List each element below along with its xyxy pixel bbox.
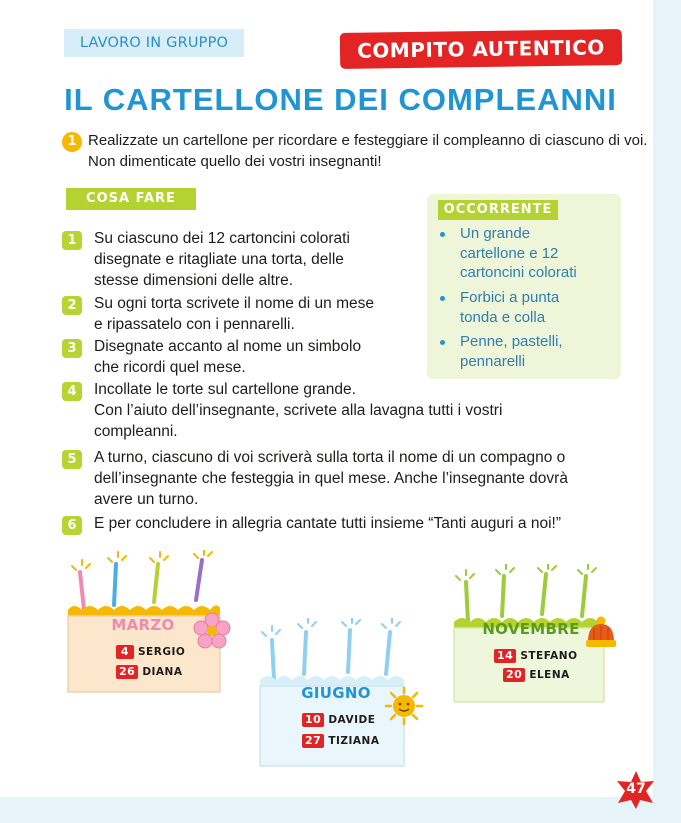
occorrente-item-line: Forbici a punta [460, 289, 560, 306]
day-badge: 10 [302, 713, 324, 727]
bullet-icon [440, 340, 448, 348]
step-text [94, 447, 654, 510]
sun-icon [384, 686, 424, 726]
cake-month-label: NOVEMBRE [482, 620, 580, 638]
step-line: compleanni. [94, 423, 178, 440]
intro-number-badge: 1 [62, 132, 82, 152]
day-badge: 26 [116, 665, 138, 679]
birthday-entry [494, 649, 578, 663]
page-title: IL CARTELLONE DEI COMPLEANNI [64, 82, 617, 117]
step-line: E per concludere in allegria cantate tutti insieme “Tanti auguri a noi!” [94, 515, 561, 532]
intro-text: Realizzate un cartellone per ricordare e festeggiare il compleanno di ciascuno di voi. Non dimenticate quello dei vostri insegnanti! [88, 132, 648, 170]
step-line: Incollate le torte sul cartellone grande. [94, 381, 356, 398]
child-name: DIANA [142, 666, 183, 678]
step-line: dell’insegnante che festeggia in quel mese. Anche l’insegnante dovrà [94, 470, 568, 487]
occorrente-heading: OCCORRENTE [438, 200, 558, 220]
step-line: Su ciascuno dei 12 cartoncini colorati [94, 230, 350, 247]
step-line: e ripassatelo con i pennarelli. [94, 316, 295, 333]
occorrente-item-line: Un grande [460, 225, 531, 242]
occorrente-item [460, 224, 610, 283]
cosa-fare-heading: COSA FARE [66, 188, 196, 210]
day-badge: 27 [302, 734, 324, 748]
birthday-entry [116, 665, 182, 679]
child-name: ELENA [529, 669, 570, 681]
day-badge: 20 [503, 668, 525, 682]
occorrente-item-line: Penne, pastelli, [460, 333, 563, 350]
bullet-icon [440, 232, 448, 240]
cake-month-label: GIUGNO [301, 684, 371, 702]
occorrente-item-line: cartellone e 12 [460, 244, 559, 262]
step-number-badge: 4 [62, 382, 82, 401]
step-text [94, 379, 634, 442]
wool-hat-icon [584, 616, 618, 650]
cake-month-label: MARZO [111, 616, 175, 634]
step-number-badge: 5 [62, 450, 82, 469]
step-line: che ricordi quel mese. [94, 359, 246, 376]
occorrente-item [460, 332, 610, 371]
step-number-badge: 6 [62, 516, 82, 535]
flower-icon [193, 612, 231, 650]
child-name: STEFANO [520, 650, 578, 662]
step-line: Su ogni torta scrivete il nome di un mese [94, 295, 374, 312]
occorrente-item-line: cartoncini colorati [460, 264, 577, 281]
birthday-entry [302, 734, 379, 748]
step-text [94, 513, 654, 534]
step-number-badge: 2 [62, 296, 82, 315]
child-name: TIZIANA [328, 735, 380, 747]
compito-autentico-tag: COMPITO AUTENTICO [340, 29, 622, 69]
page-edge-tint [653, 0, 681, 823]
step-number-badge: 1 [62, 231, 82, 250]
step-text [94, 293, 424, 335]
occorrente-item-line: tonda e colla [460, 308, 546, 326]
bullet-icon [440, 296, 448, 304]
day-badge: 14 [494, 649, 516, 663]
lavoro-in-gruppo-tag: LAVORO IN GRUPPO [64, 29, 244, 57]
occorrente-item [460, 288, 610, 327]
page-bottom-tint [0, 797, 681, 823]
child-name: SERGIO [138, 646, 186, 658]
step-line: disegnate e ritagliate una torta, delle [94, 251, 344, 268]
occorrente-item-line: pennarelli [460, 352, 526, 370]
birthday-entry [302, 713, 375, 727]
day-badge: 4 [116, 645, 134, 659]
step-line: Con l’aiuto dell’insegnante, scrivete alla lavagna tutti i vostri [94, 402, 503, 419]
step-line: A turno, ciascuno di voi scriverà sulla torta il nome di un compagno o [94, 449, 566, 466]
birthday-entry [503, 668, 570, 682]
step-line: Disegnate accanto al nome un simbolo [94, 338, 362, 355]
step-text [94, 336, 424, 378]
page-number: 47 [626, 781, 646, 797]
step-line: stesse dimensioni delle altre. [94, 272, 294, 289]
step-line: avere un turno. [94, 491, 199, 508]
child-name: DAVIDE [328, 714, 376, 726]
step-number-badge: 3 [62, 339, 82, 358]
birthday-entry [116, 645, 185, 659]
step-text [94, 228, 424, 291]
